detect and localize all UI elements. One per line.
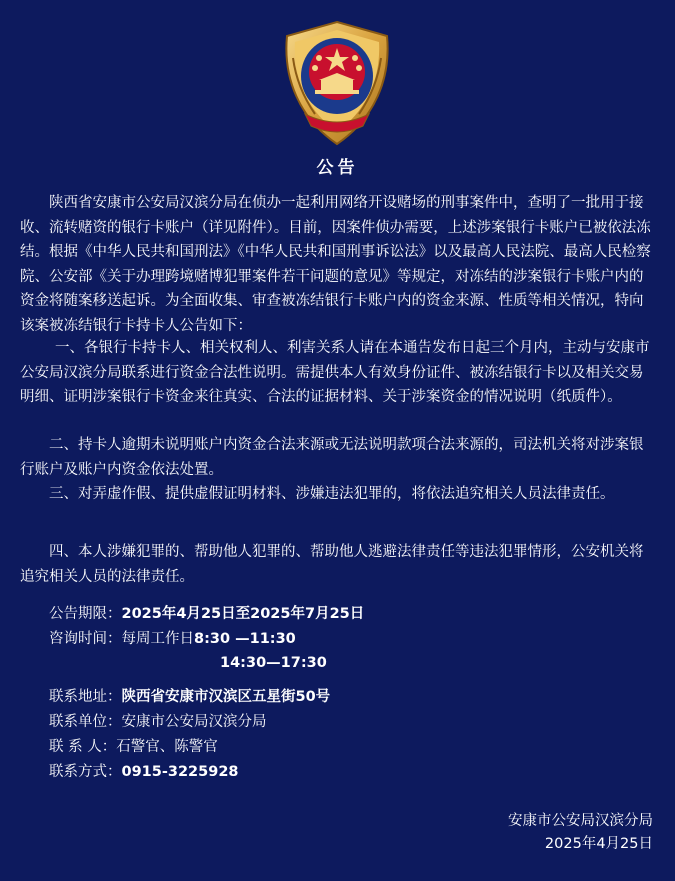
period-value: 2025年4月25日至2025年7月25日 [121,606,365,622]
consult-time [49,627,296,651]
time-value-morning: 8:30 —11:30 [194,631,296,647]
paragraph-text: 四、本人涉嫌犯罪的、帮助他人犯罪的、帮助他人逃避法律责任等违法犯罪情形，公安机关将追究相关人员的法律责任。 [20,544,644,585]
signature-date: 2025年4月25日 [544,836,653,852]
contact-person [49,735,218,759]
paragraph-text: 三、对弄虚作假、提供虚假证明材料、涉嫌违法犯罪的，将依法追究相关人员法律责任。 [49,486,615,502]
paragraph-text: 一、各银行卡持卡人、相关权利人、利害关系人请在本通告发布日起三个月内，主动与安康市公安局汉滨分局联系进行资金合法性说明。需提供本人有效身份证件、被冻结银行卡以及相关交易明细、证明涉案银行卡资金来往真实、合法的证据材料、关于涉案资金的情况说明（纸质件）。 [20,340,650,405]
unit-label: 联系单位： [49,714,122,730]
contact-phone [49,760,239,784]
time-prefix: 每周工作日 [121,631,194,647]
address-value: 陕西省安康市汉滨区五星街50号 [121,689,331,705]
contact-unit [49,710,267,734]
person-value: 石警官、陈警官 [116,739,218,755]
clause-3-paragraph [20,482,657,507]
clause-1-paragraph [20,336,657,410]
paragraph-text: 陕西省安康市公安局汉滨分局在侦办一起利用网络开设赌场的刑事案件中，查明了一批用于接收、流转赌资的银行卡账户（详见附件）。目前，因案件侦办需要，上述涉案银行卡账户已被依法冻结。根据《中华人民共和国刑法》《中华人民共和国刑事诉讼法》以及最高人民法院、最高人民检察院、公安部《关于办理跨境赌博犯罪案件若干问题的意见》等规定，对冻结的涉案银行卡账户内的资金将随案移送起诉。为全面收集、审查被冻结银行卡账户内的资金来源、性质等相关情况，特向该案被冻结银行卡持卡人公告如下： [20,195,651,334]
period-label: 公告期限： [49,606,122,622]
intro-paragraph [20,191,657,338]
clause-2-paragraph [20,433,657,482]
paragraph-text: 二、持卡人逾期未说明账户内资金合法来源或无法说明款项合法来源的，司法机关将对涉案银行账户及账户内资金依法处置。 [20,437,644,478]
page-title: 公告 [316,158,359,178]
person-label: 联 系 人： [49,739,117,755]
clause-4-paragraph [20,540,657,589]
address-label: 联系地址： [49,689,122,705]
phone-label: 联系方式： [49,764,122,780]
time-value-afternoon: 14:30—17:30 [220,655,327,671]
notice-period [49,602,364,626]
contact-address [49,685,330,709]
police-badge-icon [275,18,399,148]
signature-org: 安康市公安局汉滨分局 [508,813,653,829]
unit-value: 安康市公安局汉滨分局 [121,714,267,730]
phone-value: 0915-3225928 [121,764,239,780]
time-label: 咨询时间： [49,631,122,647]
